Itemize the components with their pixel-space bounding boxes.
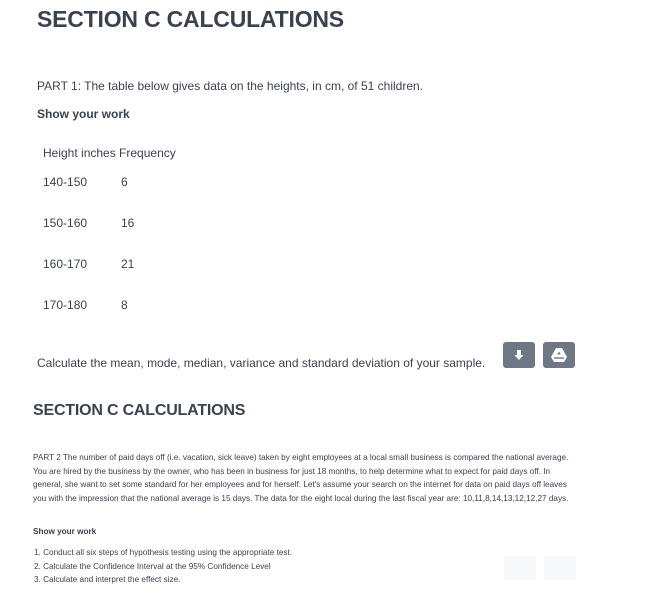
- section-title-2: SECTION C CALCULATIONS: [33, 402, 246, 419]
- save-to-drive-button[interactable]: [543, 342, 575, 368]
- download-button[interactable]: [503, 342, 535, 368]
- table-cell-range: 160-170: [43, 257, 88, 271]
- faded-download-button: [504, 556, 536, 580]
- table-header: Height inches Frequency: [43, 146, 176, 160]
- show-work-label: Show your work: [37, 107, 130, 121]
- table-cell-range: 140-150: [43, 175, 88, 189]
- calculation-instructions: Calculate the mean, mode, median, variance and standard deviation of your sample.: [37, 356, 486, 370]
- table-cell-frequency: 6: [121, 175, 128, 189]
- download-icon: [512, 348, 526, 362]
- table-cell-frequency: 21: [121, 257, 135, 271]
- table-cell-frequency: 8: [121, 298, 128, 312]
- instruction-list: [34, 546, 292, 587]
- google-drive-icon: [550, 347, 568, 363]
- list-item: 3. Calculate and interpret the effect size.: [34, 575, 181, 585]
- part2-paragraph: PART 2 The number of paid days off (i.e. vacation, sick leave) taken by eight employees at a local small business is compared the national average. You are hired by the business by the owner, who has been in business for just 18 months, to help determine what to expect for paid days off. In general, she want to set some standard for her employees and for herself. Let's assume your search on the internet for data on paid days off leaves you with the impression that the national average is 15 days. The data for the eight local during the last fiscal year are: 10,11,8,14,13,12,12,27 days.: [33, 453, 569, 504]
- part1-intro: PART 1: The table below gives data on the heights, in cm, of 51 children.: [37, 79, 424, 93]
- table-cell-frequency: 16: [121, 216, 135, 230]
- list-item: 2. Calculate the Confidence Interval at the 95% Confidence Level: [34, 561, 271, 571]
- table-cell-range: 170-180: [43, 298, 88, 312]
- section-title: SECTION C CALCULATIONS: [37, 6, 344, 32]
- show-work-label-2: Show your work: [33, 527, 97, 536]
- list-item: 1. Conduct all six steps of hypothesis testing using the appropriate test.: [34, 548, 293, 557]
- faded-drive-button: [544, 556, 576, 580]
- table-cell-range: 150-160: [43, 216, 88, 230]
